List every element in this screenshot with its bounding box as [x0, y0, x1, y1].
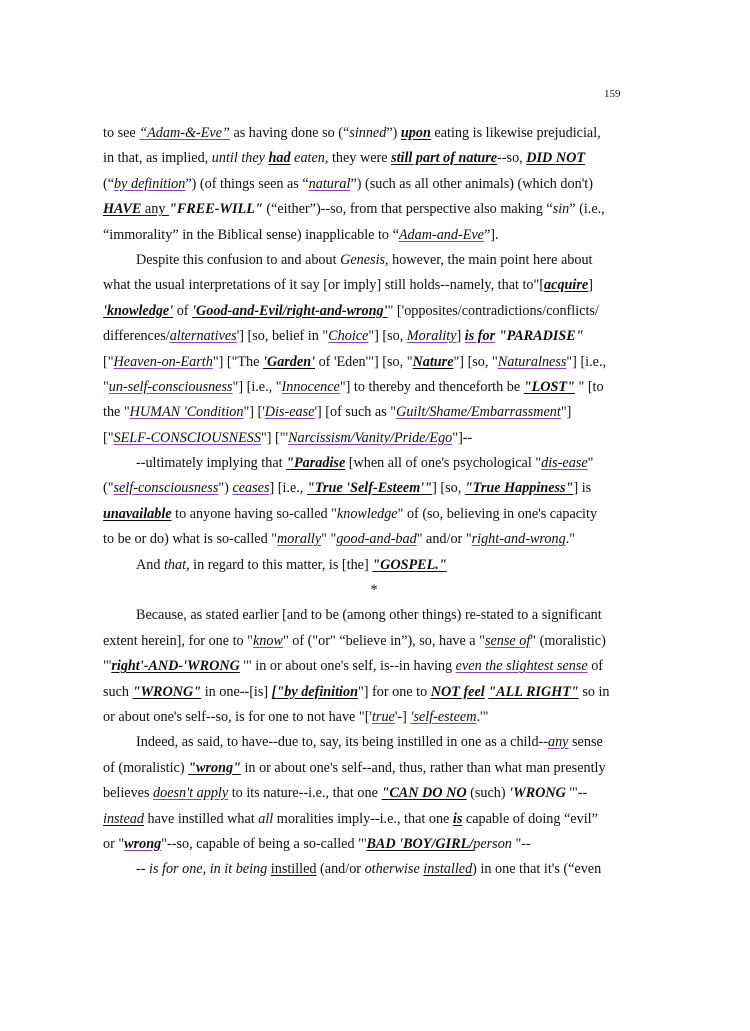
text-run: to see: [103, 125, 140, 141]
text-run: 'knowledge': [103, 302, 174, 319]
text-run: extent herein], for one to ": [103, 632, 253, 649]
text-run: is for: [464, 328, 496, 345]
text-run: to be or do) what is so-called ": [103, 531, 278, 548]
text-run: ”) (such as all other animals) (which don't): [350, 175, 593, 192]
text-line: [103, 832, 623, 857]
text-run: "WRONG": [132, 683, 202, 700]
text-run: ": [103, 378, 109, 395]
text-run: 'WRONG: [509, 785, 566, 802]
text-line: [103, 781, 623, 806]
text-run: BAD 'BOY/GIRL/: [366, 835, 474, 852]
text-run: in one--[is]: [201, 683, 272, 700]
text-run: '" in or about one's self, is--in having: [239, 658, 456, 675]
text-run: [": [103, 353, 114, 370]
text-run: "] for one to: [357, 683, 431, 700]
text-line: [103, 273, 623, 298]
text-run: Naturalness: [497, 353, 567, 370]
text-run: ceases: [232, 480, 270, 497]
text-run: "ALL RIGHT": [488, 683, 579, 700]
text-run: (and/or: [316, 861, 365, 878]
text-run: , in regard to this matter, is [the]: [186, 556, 373, 573]
text-run: (such): [466, 785, 510, 802]
text-line: [103, 451, 623, 476]
text-run: Guilt/Shame/Embarrassment: [396, 404, 561, 421]
section-break-asterisk: [103, 578, 623, 603]
text-run: ”].: [483, 226, 499, 243]
text-run: is for one, in it being: [149, 861, 271, 878]
text-line: [103, 324, 623, 349]
text-run: "True 'Self-Esteem'": [306, 480, 433, 497]
text-run: believes: [103, 785, 154, 802]
text-run: "] ["The: [212, 353, 263, 370]
text-line: [103, 705, 623, 730]
text-run: such: [103, 683, 133, 700]
text-run: NOT feel: [430, 683, 485, 700]
text-run: --so,: [497, 150, 527, 167]
text-run: , however, the main point here about: [385, 251, 593, 268]
text-run: " ": [321, 531, 337, 548]
text-run: 'self-esteem: [410, 708, 477, 725]
text-run: Innocence: [281, 378, 340, 395]
text-run: ) in one that it's (“even: [472, 861, 602, 878]
text-run: in or about one's self--and, thus, rather than what man presently: [240, 759, 606, 776]
text-run: unavailable: [103, 505, 172, 522]
text-run: of 'Eden'"] [so, ": [315, 353, 413, 370]
text-run: or ": [103, 835, 125, 852]
text-run: still part of nature: [391, 150, 498, 167]
text-run: capable of doing “evil”: [462, 810, 598, 827]
text-line: [103, 857, 623, 882]
text-run: un-self-consciousness: [108, 378, 233, 395]
text-run: HUMAN 'Condition: [129, 404, 244, 421]
text-line: [103, 603, 623, 628]
text-run: by definition: [114, 175, 186, 192]
text-run: [when all of one's psychological ": [345, 455, 542, 472]
text-run: eaten: [290, 150, 325, 167]
text-run: of: [587, 658, 604, 675]
text-run: instilled: [270, 861, 317, 878]
text-run: “immorality” in the Biblical sense) inapplicable to “: [103, 226, 399, 243]
text-run: to anyone having so-called ": [171, 505, 337, 522]
text-line: [103, 629, 623, 654]
text-run: eating is likewise prejudicial,: [430, 125, 601, 141]
text-run: Choice: [328, 328, 369, 345]
text-line: [103, 400, 623, 425]
text-run: "] [i.e.,: [566, 353, 607, 370]
text-run: Despite this confusion to and about: [136, 251, 341, 268]
text-run: "wrong": [188, 759, 241, 776]
text-line: [103, 807, 623, 832]
text-run: the ": [103, 404, 130, 421]
text-run: " and/or ": [416, 531, 472, 548]
text-run: person: [473, 835, 512, 852]
text-run: Dis-ease: [264, 404, 315, 421]
text-line: [103, 299, 623, 324]
text-run: to its nature--i.e., that one: [228, 785, 382, 802]
text-run: " of (so, believing in one's capacity: [397, 505, 598, 522]
text-run: "LOST": [523, 378, 575, 395]
text-run: 'Garden': [263, 353, 316, 370]
text-run: self-consciousness: [113, 480, 219, 497]
text-run: until they: [211, 150, 269, 167]
text-run: dis-ease: [541, 455, 588, 472]
text-line: [103, 223, 623, 248]
text-run: Genesis: [340, 251, 386, 268]
text-run: “Adam-&-Eve”: [139, 125, 230, 141]
text-run: *: [370, 582, 378, 599]
text-line: [103, 426, 623, 451]
text-line: [103, 172, 623, 197]
text-run: that: [163, 556, 187, 573]
text-run: Heaven-on-Earth: [113, 353, 213, 370]
text-run: "] [so, ": [453, 353, 498, 370]
text-line: [103, 375, 623, 400]
text-run: Because, as stated earlier [and to be (among other things) re-stated to a significant: [136, 607, 602, 624]
text-run: "Paradise: [286, 455, 346, 472]
text-line: [103, 476, 623, 501]
text-run: had: [268, 150, 291, 167]
text-run: so in: [578, 683, 610, 700]
text-run: "] [i.e., ": [232, 378, 282, 395]
text-run: ]: [588, 277, 593, 294]
text-line: [103, 654, 623, 679]
text-line: [103, 553, 623, 578]
page-number: 159: [604, 88, 621, 100]
text-run: doesn't apply: [153, 785, 229, 802]
text-run: --ultimately implying that: [136, 455, 287, 472]
text-run: ”) (of things seen as “: [185, 175, 309, 192]
text-run: (": [103, 480, 114, 497]
text-run: "PARADISE": [498, 328, 584, 345]
text-run: ["by definition: [271, 683, 358, 700]
text-run: "] [': [243, 404, 265, 421]
text-run: 'Good-and-Evil/right-and-wrong': [192, 302, 388, 319]
text-run: ] is: [573, 480, 592, 497]
text-run: DID NOT: [526, 150, 585, 167]
text-run: '] [so, belief in ": [236, 328, 329, 345]
text-run: moralities imply--i.e., that one: [273, 810, 453, 827]
text-run: "--so, capable of being a so-called "': [161, 835, 367, 852]
text-run: ] [so,: [432, 480, 465, 497]
text-run: , they were: [324, 150, 392, 167]
text-line: [103, 502, 623, 527]
text-run: ”): [386, 125, 401, 141]
text-line: [103, 680, 623, 705]
text-run: ]: [456, 328, 465, 345]
text-line: [103, 197, 623, 222]
text-run: "] to thereby and thenceforth be: [339, 378, 524, 395]
text-run: " of ("or" “believe in”), so, have a ": [282, 632, 485, 649]
text-run: of (moralistic): [103, 759, 189, 776]
text-run: ] [i.e.,: [269, 480, 307, 497]
text-run: differences/: [103, 328, 170, 345]
text-run: natural: [308, 175, 351, 192]
text-run: '"--: [565, 785, 588, 802]
text-run: Adam-and-Eve: [398, 226, 484, 243]
text-run: " (moralistic): [530, 632, 606, 649]
text-run: ": [587, 455, 594, 472]
text-run: "GOSPEL.": [372, 556, 447, 573]
text-line: [103, 121, 623, 146]
text-run: "] ["': [260, 429, 289, 446]
text-run: in that, as implied,: [103, 150, 212, 167]
text-run: sinned: [349, 125, 387, 141]
text-run: "--: [511, 835, 531, 852]
text-run: .": [565, 531, 576, 548]
text-run: installed: [423, 861, 473, 878]
text-run: what the usual interpretations of it say [or imply] still holds--namely, that to"[: [103, 277, 545, 294]
text-run: [": [103, 429, 114, 446]
text-run: "]--: [452, 429, 473, 446]
text-run: even the slightest sense: [455, 658, 588, 675]
text-run: acquire: [544, 277, 589, 294]
text-run: "': [103, 658, 112, 675]
text-run: true: [371, 708, 395, 725]
text-run: "): [218, 480, 233, 497]
text-run: --: [136, 861, 149, 878]
text-run: SELF-CONSCIOUSNESS: [113, 429, 261, 446]
text-run: "] [so,: [368, 328, 407, 345]
text-run: as having done so (“: [229, 125, 350, 141]
text-run: "FREE-WILL": [168, 201, 263, 218]
text-run: right'-AND-'WRONG: [111, 658, 240, 675]
text-run: "True Happiness": [464, 480, 574, 497]
text-run: (“: [103, 175, 115, 192]
text-run: Morality: [406, 328, 457, 345]
text-run: '-]: [394, 708, 411, 725]
text-run: knowledge: [336, 505, 398, 522]
text-run: sin: [552, 201, 570, 218]
text-line: [103, 146, 623, 171]
text-line: [103, 756, 623, 781]
text-run: wrong: [124, 835, 162, 852]
text-run: (“either”)--so, from that perspective also making “: [262, 201, 553, 218]
body-text: [103, 121, 623, 883]
text-run: .'": [476, 708, 489, 725]
text-run: Nature: [412, 353, 454, 370]
text-run: alternatives: [169, 328, 237, 345]
text-run: all: [258, 810, 274, 827]
text-line: [103, 730, 623, 755]
text-run: Indeed, as said, to have--due to, say, its being instilled in one as a child--: [136, 734, 548, 751]
text-line: [103, 527, 623, 552]
text-run: HAVE: [103, 201, 142, 218]
text-run: or about one's self--so, is for one to not have "[': [103, 708, 372, 725]
text-run: sense: [568, 734, 603, 751]
text-run: ” (i.e.,: [569, 201, 605, 218]
text-run: " ['opposites/contradictions/conflicts/: [387, 302, 599, 319]
text-run: instead: [103, 810, 144, 827]
text-line: [103, 350, 623, 375]
text-run: "CAN DO NO: [381, 785, 467, 802]
text-run: good-and-bad: [336, 531, 417, 548]
text-run: " [to: [574, 378, 604, 395]
text-run: right-and-wrong: [471, 531, 566, 548]
text-run: sense of: [484, 632, 531, 649]
text-line: [103, 248, 623, 273]
text-run: any: [547, 734, 569, 751]
text-run: And: [136, 556, 164, 573]
text-run: any: [141, 201, 169, 218]
text-run: '] [of such as ": [314, 404, 397, 421]
text-run: "]: [560, 404, 572, 421]
text-run: upon: [400, 125, 431, 141]
text-run: otherwise: [364, 861, 420, 878]
text-run: is: [452, 810, 463, 827]
text-run: have instilled what: [143, 810, 259, 827]
text-run: of: [173, 302, 193, 319]
text-run: know: [252, 632, 283, 649]
text-run: morally: [277, 531, 322, 548]
text-run: Narcissism/Vanity/Pride/Ego: [288, 429, 453, 446]
